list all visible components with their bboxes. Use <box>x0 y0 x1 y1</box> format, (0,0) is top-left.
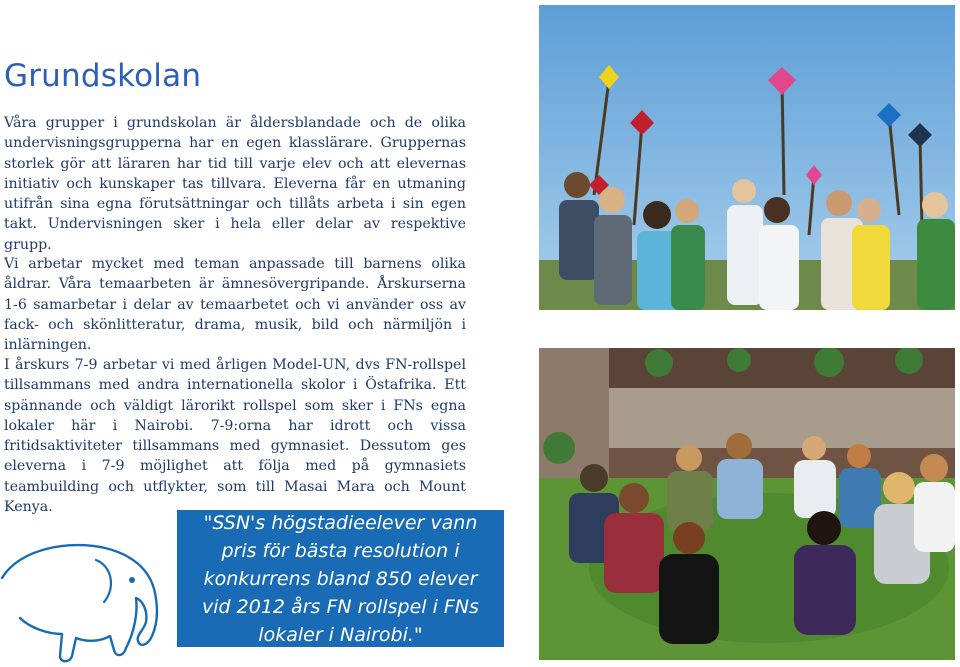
award-quote-text: "SSN's högstadieelever vann pris för bästa resolution i konkurrens bland 850 elever vid 2012 års FN rollspel i FNs lokaler i Nairobi." <box>202 511 479 646</box>
elephant-outline-icon <box>0 538 168 666</box>
paragraph-groups: Våra grupper i grundskolan är åldersblandade och de olika undervisningsgrupperna har en egen klasslärare. Gruppernas storlek gör att läraren har tid till varje elev och att elevernas initiativ och kunskaper tas tillvara. Eleverna får en utmaning utifrån sina egna förutsättningar och tillåts arbeta i sin egen takt. Undervisningen sker i hela eller delar av respektive grupp. <box>4 115 466 253</box>
children-pinwheels-photo <box>539 5 955 310</box>
paragraph-themes: Vi arbetar mycket med teman anpassade till barnens olika åldrar. Våra temaarbeten är ämnesövergripande. Årskurserna 1-6 samarbetar i delar av temaarbetet och vi använder oss av fack- och skönlitteratur, drama, musik, bild och närmiljön i inlärningen. <box>4 256 466 354</box>
students-on-grass-photo <box>539 348 955 660</box>
award-quote-box <box>177 510 504 647</box>
paragraph-model-un: I årskurs 7-9 arbetar vi med årligen Model-UN, dvs FN-rollspel tillsammans med andra internationella skolor i Östafrika. Ett spännande och väldigt lärorikt rollspel som sker i FNs egna lokaler här i Nairobi. 7-9:orna har idrott och vissa fritidsaktiviteter tillsammans med gymnasiet. Dessutom ges eleverna i 7-9 möjlighet att följa med på gymnasiets teambuilding och utflykter, som till Masai Mara och Mount Kenya. <box>4 357 466 516</box>
page-title: Grundskolan <box>4 58 202 94</box>
